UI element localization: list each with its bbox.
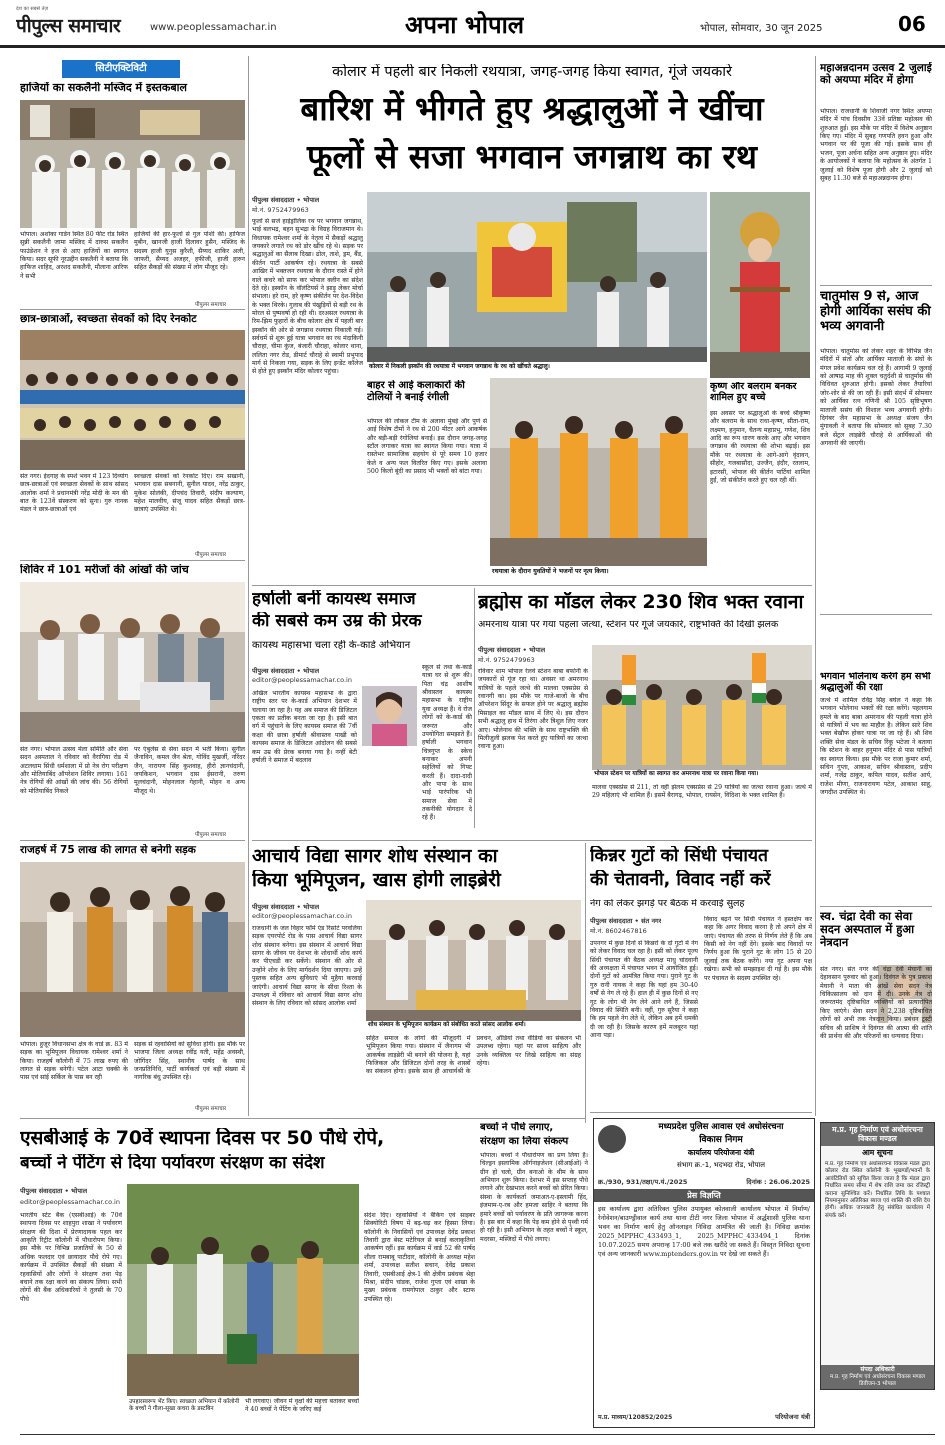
sbi-title-line-2: बच्चों ने पेंटिंग से दिया पर्यावरण संरक्षण का संदेश bbox=[20, 1154, 325, 1173]
left-story-3-col-b: पर एंबुलेंस से सेवा सदन में भर्ती किया। सुनील जैनाविन, कमल जैन श्रेता, गोविंद मुखर्जी, नरिंदर जैन, नारायण सिंह कुशवाह, हीरो ज्ञानचंदानी, जयकिशन, भगवान दास ईसरानी, तरुण मूलचंदानी, मोहनलाल गेहानी, मोहन व अन्य मौजूद थे। bbox=[134, 746, 245, 795]
left-story-4-col-a: भोपाल। हुजूर विधानसभा क्षेत्र के वार्ड क्र. 83 में सड़क का भूमिपूजन विधायक रामेश्वर शर्मा ने किया। राजहर्ष कॉलोनी में 75 लाख रुपए की लागत से सड़क बनेगी। पटेल आटा चक्की के पास एवं सांई सर्किल के पास बन रही bbox=[20, 1041, 128, 1082]
right-story-4-title: स्व. चंद्रा देवी का सेवा सदन अस्पताल में हुआ नेत्रदान bbox=[820, 910, 915, 950]
city-activity-tag: सिटीएक्टिविटी bbox=[62, 60, 180, 78]
column-rule bbox=[248, 56, 249, 1116]
brahmos-photo bbox=[592, 645, 812, 775]
divider bbox=[20, 309, 245, 310]
sbi-col-c: भी लगवाए। जीवन में वृक्षों की महत्ता बताकर बच्चों ने 40 बच्चों ने पेंटिंग के जरिए कई bbox=[245, 1398, 359, 1414]
child-story-title: कृष्ण और बलराम बनकर शामिल हुए बच्चे bbox=[710, 382, 797, 403]
harshali-email[interactable]: editor@peoplessamachar.co.in bbox=[252, 676, 352, 684]
dance-photo-svg bbox=[490, 378, 707, 566]
brahmos-mobile: मो.नं. 9752479963 bbox=[478, 656, 535, 664]
sbi-title-line-1: एसबीआई के 70वें स्थापना दिवस पर 50 पौधे रोपे, bbox=[20, 1128, 385, 1149]
brahmos-body-b: मालवा एक्सप्रेस से 211, तो वहीं झेलम एक्सप्रेस से 29 यात्रियों का जत्था रवाना हुआ। जत्थे में 29 महिलाएं भी शामिल हैं। इसमें बैरागढ़, भोपाल, रायसेन, विदिशा के भक्त शामिल हैं। bbox=[592, 784, 812, 800]
kinnar-body-b: विवाद बढ़ने पर सिंधी पंचायत ने हस्तक्षेप कर कहा कि अगर विवाद करना है तो अपने क्षेत्र में जाएं। पंचायत की तरफ से निर्णय लेते हैं कि अब किसी को नेग नहीं देंगे। इसके बाद विवादों पर निर्णय हुआ कि पुराने गुट के लोग 15 से 20 जुलाई तक बैठक करेंगे। नया गुट अपना पक्ष रखेगा। सभी को समझाइश दी गई है। इस मौके पर पंचायत के सदस्य उपस्थित रहे। bbox=[704, 916, 812, 982]
brand-name: पीपुल्स समाचार bbox=[16, 15, 121, 37]
sbi-byline: पीपुल्स संवाददाता • भोपाल bbox=[20, 1187, 88, 1195]
right-story-4-body: संत नगर। संत नगर की चंद्रा देवी मेघानी का देहावसान पुरुवार को हुआ। दिवंगत के पुत्र प्रकाश मेघानी ने माता की आंखें सेवा सदन नेत्र चिकित्सालय को दान में दी। उनके नेत्र दो जरूरतमंद दृष्टिबाधित व्यक्तियों को प्रत्यारोपित किए जाएंगे। सेवा सदन ने 2,238 दृष्टिबाधित लोगों को अभी तक नेत्रदान किया। प्रबंधन ट्रस्टी सचिव श्री प्राशिष ने दिवंगत की आत्मा की शांति की प्रार्थना की और परिजनों का धन्यवाद दिया। bbox=[820, 966, 932, 1040]
brand-tagline: देश का सबसे तेज़ bbox=[16, 6, 49, 12]
left-story-4-title: राजहर्ष में 75 लाख की लागत से बनेगी सड़क bbox=[20, 844, 196, 856]
lead-body: फूलों से सजे हाईड्रोलिक रथ पर भगवान जगन्नाथ, भाई बलभद्र, बहन सुभद्रा के विग्रह विराजमान थे। विधायक रामेश्वर शर्मा के नेतृत्व में सैकड़ों श्रद्धालु जयकारे लगाते रथ को डोर खींच रहे थे। सड़क पर श्रद्धालुओं का सैलाब दिखा। ढोल, ताशे, ड्रम, बैंड, कीर्तन पार्टी आकर्षण रहे। रथयात्रा के सबसे आखिर में भक्तजन रथयात्रा के दौरान रास्ते में होने वाले कचरे को साफ कर भोपाल क्लीन का संदेश देते रहे। इस्कॉन के वॉलंटियर्स ने झाड़ू लेकर मोर्चा संभाला। हरे राम, हरे कृष्ण संकीर्तन पर देश-विदेश के भक्त थिरके। गुलाब की पंखुड़ियों से बड़ी रथ के मोरल से पुष्पवर्षा हो रही थी। दरअसल रथयात्रा के रिम-झिम फुहारों के बीच कोलार क्षेत्र में पहली बार इस्कॉन की ओर से जगन्नाथ रथयात्रा निकाली गई। सर्वधर्म से शुरू हुई यात्रा भगवान का रथ मंदाकिनी चौराहा, चीमा कुंज, बंजारी चौराहा, कोलार थाना, ललिता नगर रोड, डीमार्ट चौराहे से स्वामी प्रभुपाद मार्ग से निकला गया, सड़क के लिए इन्डेंट कॉलेज से होते हुए इस्कॉन मंदिर कोलार पहुंचा। bbox=[252, 218, 363, 376]
housing-board-ad bbox=[820, 1122, 935, 1390]
right-story-1-title: महाअन्नदानम उत्सव 2 जुलाई को अयप्पा मंदिर में होगा bbox=[820, 62, 932, 87]
left-story-2-title: छात्र-छात्राओं, स्वच्छता सेवकों को दिए रेनकोट bbox=[20, 313, 197, 325]
plants-body: भोपाल। बच्चों ने पौधारोपण का प्रण लिया है। चिल्ड्रन इस्लामिक ऑर्गनाइजेशन (सीआईओ) ने ग्रीन हो चलो, ग्रीन बनाओ के थीम के साथ अभियान शुरू किया। देशभर में इस सप्ताह पौधे लगाने और देखभाल करने बच्चों को प्रेरित किया। संस्था के कार्यकर्ता जमाअत-ए-इस्लामी हिंद, इंजमाम-ए-रब और हमजा साहिर ने बताया कि हमारे बच्चों को पर्यावरण के प्रति जागरूक करना है। इस बार में कहा कि पेड़ कम होने से पृथ्वी गर्म हो रही है। इसी अभियान के तहत बच्चों ने स्कूल, मदरसा, मस्जिदों में पौधे लगाए। bbox=[480, 1152, 588, 1243]
ad-footer-1: संपदा अधिकारी bbox=[860, 1366, 895, 1374]
divider bbox=[20, 560, 245, 561]
sbi-col-a: भारतीय स्टेट बैंक (एसबीआई) के 70वें स्थापना दिवस पर शाहपुरा शाखा ने पर्यावरण संरक्षण की दिशा में प्रेरणादायक पहल कर आकृति रिट्रीट कॉलोनी में पौधारोपण किया। इस मौके पर विभिन्न प्रजातियों के 50 से अधिक फलदार एवं छायादार पौधे रोपे गए। कार्यक्रम में उपस्थित सैकड़ों की संख्या में रहवासियों और लोगों ने संरक्षण तथा पेड़ बचाने तक रक्षा करने का संकल्प लिया। सभी लोगों की बैंक अधिकारियों ने तुलसी के 70 पौधे bbox=[20, 1212, 122, 1303]
ad-body: म.प्र. गृह निर्माण एवं अधोसंरचना विकास मंडल द्वारा कोलार रोड स्थित कॉलोनी के भूखण्डों/भवनों के आवंटितियों को सूचित किया जाता है कि मंडल द्वारा निर्धारित समय सीमा में शेष राशि जमा कर रजिस्ट्री कराना सुनिश्चित करें। निर्धारित तिथि के पश्चात नियमानुसार अतिरिक्त ब्याज एवं शास्ति की राशि देय होगी। अधिक जानकारी हेतु संबंधित कार्यालय में संपर्क करें। bbox=[825, 1160, 930, 1219]
kinnar-mobile: मो.नं. 8602467816 bbox=[590, 927, 647, 935]
dateline: भोपाल, सोमवार, 30 जून 2025 bbox=[700, 23, 823, 34]
tender-address: संभाग क्र.-1, भदभदा रोड, भोपाल bbox=[676, 1161, 766, 1169]
road-bhoomi-pujan-photo-svg bbox=[20, 862, 245, 1037]
acharya-photo bbox=[366, 900, 581, 1028]
lead-mobile: मो.नं. 9752479963 bbox=[252, 206, 309, 214]
sbi-email[interactable]: editor@peoplessamachar.co.in bbox=[20, 1198, 120, 1206]
tender-footer-right: परियोजना यंत्री bbox=[775, 1413, 810, 1421]
lead-sub-title: बाहर से आई कलाकारों की टोलियों ने बनाई रंगीली bbox=[367, 380, 465, 403]
right-story-3-title: भगवान भोलेनाथ करेंगे हम सभी श्रद्धालुओं की रक्षा bbox=[820, 672, 931, 693]
tender-org-2: विकास निगम bbox=[699, 1135, 743, 1145]
brahmos-photo-svg bbox=[592, 645, 812, 775]
right-story-2-body: भोपाल। चातुर्मास को लेकर शहर के विभिन्न जैन मंदिरों में संतों और आर्यिका माताजी के संघों के मंगल प्रवेश कार्यक्रम चल रहे हैं। आगामी 9 जुलाई को आषाढ़ माह की शुक्ल चतुर्दशी से चातुर्मास की विधिवत शुरुआत होगी। इसको लेकर तैयारियां जोर-शोर से की जा रही हैं। इसी संदर्भ में सोमवार को आर्यिका रत्न गणिनी श्री 105 सृष्टिभूषण माताजी ससंघ की विशाल भव्य अगवानी होगी। दिगंबर जैन महासभा के अध्यक्ष संजय जैन मुंगावली ने बताया कि सोमवार को सुबह 7.30 बजे सेंट्रल लाइब्रेरी चौराहे से आर्यिकाओं की अगवानी की जाएगी। bbox=[820, 348, 932, 447]
krishna-child-photo-svg bbox=[710, 192, 810, 378]
acharya-photo-svg bbox=[366, 900, 581, 1028]
column-rule bbox=[815, 56, 816, 1116]
kinnar-kicker: नेग को लेकर झगड़े पर बैठक में करवाई सुलह bbox=[590, 899, 745, 909]
tender-notice bbox=[593, 1118, 815, 1428]
kinnar-body: उपनगर में कुछ दिनों से किन्नरों के दो गुटों में नेग को लेकर विवाद चल रहा है। इसी को लेकर पूज्य सिंधी पंचायत की बैठक अध्यक्ष माधु चांदवानी की अध्यक्षता में पंचायत भवन में आयोजित हुई। दोनों गुटों को आमंत्रित किया गया। पुराने गुट के गुरु रानी नायक ने कहा कि यहां हम 30-40 वर्षों से नेग ले रहे हैं। हाल ही में कुछ दिनों से नए गुट के लोग भी नेग लेने आने लगे हैं, जिससे विवाद की स्थिति बनी। वहीं, गुरु सुरैया ने कहा कि हम पहले नेग लेते थे, लेकिन अब हमें धमकी दी जा रही है। जिसके कारण हमें मजबूरन यहां आना पड़ा। bbox=[590, 940, 698, 1039]
mosque-photo-svg bbox=[20, 100, 245, 228]
left-story-3-col-a: संत नगर। भोपाल उत्सव मेला समिति और सेवा सदन अस्पताल ने रविवार को वैरागिया रोड में अटलधाम सिंधी धर्मशाला में प्रो नेत्र रोग परीक्षण और मोतियाबिंद ऑपरेशन शिविर लगाया। 161 नेत्र रोगियों की आंखों की जांच की। 56 रोगियों को मोतियाबिंद निकले bbox=[20, 746, 128, 795]
brahmos-title: ब्रह्मोस का मॉडल लेकर 230 शिव भक्त रवाना bbox=[478, 592, 804, 613]
tender-body: इस कार्यालय द्वारा अतिरिक्त पुलिस उपायुक्त कोतवाली कार्यालय भोपाल में निर्माण/रेनोवेशन/बाउण्ड्रीवाल कार्य तथा थाना टीटी नगर जिला भोपाल में अर्द्धशासी पुलिस थाना भवन का निर्माण कार्य हेतु ऑनलाइन निविदा आमंत्रित की जाती है। निविदा क्रमांक 2025_MPPHC_433493_1, 2025_MPPHC_433494_1 दिनांक 10.07.2025 समय अपरान्ह 17:00 बजे तक खरीदे जा सकते हैं। विस्तृत निविदा सूचना एवं अन्य जानकारी www.mptenders.gov.in पर देखे जा सकते हैं। bbox=[598, 1205, 810, 1259]
lead-byline: पीपुल्स संवाददाता • भोपाल bbox=[252, 196, 320, 204]
harshali-title-line-1: हर्षाली बनीं कायस्थ समाज bbox=[252, 590, 416, 609]
sbi-photo-caption: उपहारस्वरूप भेंट किए। स्वच्छता अभियान में कॉलोनी के बच्चों ने गीला-सूखा कचरा के डस्टबिन bbox=[127, 1398, 242, 1414]
kinnar-title-line-2: की चेतावनी, विवाद नहीं करें bbox=[590, 870, 771, 890]
column-rule bbox=[585, 843, 586, 1123]
sbi-plantation-photo-svg bbox=[127, 1184, 359, 1396]
ad-footer-2: म.प्र. गृह निर्माण एवं अधोसंरचना विकास मण्डल डिवीजन-3 भोपाल bbox=[829, 1374, 926, 1387]
right-story-3-body: जत्थे में शामिल रविंद्र सिंह बघेल ने कहा कि भगवान भोलेनाथ भक्तों की रक्षा करेंगे। पहलगाम हमले के बाद बाबा अमरनाथ की पहली यात्रा होने से यात्रियों में भय का माहौल है। लेकिन सारे शिव भक्त बेखौफ होकर यात्रा पर जा रहे हैं। श्री शिव शक्ति सेवा मंडल के सचिव रिंकू भटेजा ने बताया कि स्टेशन के बाहर हनुमान मंदिर से पास यात्रियों का स्वागत किया। इस मौके पर राजा कुमार शर्मा, सचिन गुप्ता, आकाश, सचिन श्रीवास्तव, प्रदीप शर्मा, गजेंद्र ठाकुर, कपिल यादव, सतीश आर्य, राजेश मीणा, राजनारायण पटेल, आकाश साहू, जगदीश उपस्थित थे। bbox=[820, 697, 932, 796]
page-number: 06 bbox=[898, 12, 926, 36]
harshali-body-b: स्कूल से तथा के-कार्ड यात्रा घर से शुरू की। पिता चंद्र आशीष श्रीवास्तव कायस्थ महासभा के राष्ट्रीय युवा अध्यक्ष हैं। वे रोज लोगों को के-कार्ड की जरूरत और उपयोगिता समझाते हैं। हर्षाली भगवान चित्रगुप्त के स्केच बनाकर अपनी सहेलियों को गिफ्ट करती हैं। दादा-दादी और पापा के साथ भाई पारंपरिक भी समाज सेवा में तकनीकी योगदान दे रहे हैं। bbox=[422, 664, 472, 822]
brahmos-body: रविवार शाम भोपाल रेलवे स्टेशन बाबा बर्फानी के जयकारों से गूंज रहा था। अवसर था अमरनाथ यात्रियों के पहले जत्थे की मालवा एक्सप्रेस से रवानगी का। इस मौके पर गाजे-बाजों के बीच ऑपरेशन सिंदूर के सफल होने पर श्रद्धालु ब्रह्मोस मिसाइल का मॉडल साथ में लिए थे। इस दौरान सभी श्रद्धालु हाथ में तिरंगा और त्रिशूल लिए नजर आए। भोलेनाथ की भक्ति के साथ राष्ट्रभक्ति की मिलीजुली झलक पेश करते हुए यात्रियों का जत्था रवाना हुआ। bbox=[478, 668, 588, 751]
divider bbox=[20, 840, 245, 841]
police-emblem-icon bbox=[598, 1125, 626, 1153]
harshali-kicker: कायस्थ महासभा चला रही के-कार्ड अभियान bbox=[252, 640, 411, 651]
tender-org-1: मध्यप्रदेश पुलिस आवास एवं अधोसंरचना bbox=[658, 1122, 784, 1132]
dance-photo bbox=[490, 378, 707, 566]
left-story-1-col-a: भोपाल। अशोका गार्डन स्थित 80 फीट रोड स्थित सुन्नी सकलैनी जामा मस्जिद में दारुस सकलैन फाउंडेशन ने हज से आए हाजियों का स्वागत किया। सदर सूफी नूरउद्दीन सकलैनी ने बताया कि हाफिज शाहिद, अरशद सकलैनी, मौलाना आरिफ ने सभी bbox=[20, 231, 128, 280]
brand-logo bbox=[16, 6, 146, 40]
brahmos-byline: पीपुल्स संवाददाता • भोपाल bbox=[478, 646, 546, 654]
road-bhoomi-pujan-photo bbox=[20, 862, 245, 1037]
divider bbox=[20, 1118, 585, 1119]
eye-camp-photo-svg bbox=[20, 582, 245, 742]
column-rule bbox=[474, 588, 475, 828]
plants-title-line-1: बच्चों ने पौधे लगाए, bbox=[480, 1122, 554, 1133]
brahmos-photo-caption: भोपाल स्टेशन पर यात्रियों का स्वागत कर अमरनाथ यात्रा पर रवाना किया गया। bbox=[592, 770, 812, 779]
left-story-1-col-b: हाजियों की हार-फूलों से गुल पोशी की। हाफिज मुबीन, खानजी हाजी दिलावर हुसैन, मस्जिद के सदस्य हाजी युनुस कुरैशी, सैय्यद शाकिर अली, जाफरी, सैय्यद अजहर, हफीजी, हाजी हारुन सहित सैकड़ों की संख्या में लोग मौजूद रहे। bbox=[134, 231, 245, 272]
left-story-3-title: शिविर में 101 मरीजों की आंखों की जांच bbox=[20, 564, 189, 576]
rath-yatra-photo-caption: कोलार में निकली इस्कॉन की रथयात्रा में भगवान जगन्नाथ के रथ को खींचते श्रद्धालु। bbox=[367, 362, 707, 372]
acharya-body-b: सहित समाज के लोगों की मौजूदगी में भूमिपूजन किया गया। संस्थान में जैनागम भी आकर्षक लाइब्रेरी भी बनाने की योजना है, यहां फिजिकल और डिजिटल दोनों तरह के शास्त्रों का संकलन होगा। इसके साथ ही आचार्यश्री के प्रवचन, ऑडियो तथा वीडियो का संकलन भी उपलब्ध रहेगा। यहां पर साध्य साहित्य और उनके व्यक्तित्व पर लिखे साहित्य का संग्रह रहेगा। bbox=[366, 1035, 581, 1076]
sbi-col-b: संदेश दिए। रहवासियों ने बैंकिंग एवं साइबर सिक्योरिटी विषय में बढ़-चढ़ कर हिस्सा लिया। कॉलोनी के निवासियों एवं उपाध्यक्ष देवेंद्र प्रकाश तिवारी द्वारा बेस्ट मटेरियल से बनाई कलाकृतियां आकर्षण रहीं। इस कार्यक्रम में वार्ड 52 की पार्षद शीला रामबाबू पाटीदार, कॉलोनी के अध्यक्ष महेश शर्मा, उपाध्यक्ष सतीश सचान, देवेंद्र प्रकाश तिवारी, एसबीआई क्षेत्र-1 की क्षेत्रीय प्रबंधक श्रेहा मिश्रा, संदीप चांडक, राजेश गुप्ता एवं शाखा के मुख्य प्रबंधक रामगोपाल ठाकुर और स्टाफ उपस्थित रहे। bbox=[364, 1212, 475, 1303]
child-story-body: इस अवसर पर श्रद्धालुओं के बच्चे श्रीकृष्ण और बलराम के साथ राधा-कृष्ण, सीता-राम, लक्ष्मण, हनुमान, चैतन्य महाप्रभु, गणेश, शिव आदि का रूप धारण करके आए और भगवान जगन्नाथ की रथयात्रा की शोभा बढ़ाई। इस मौके पर रथयात्रा के आगे-आगे वृंदावन, सीहोर, गजबासौदा, उज्जैन, इंदौर, रतलाम, इटारसी, भोपाल की कीर्तन पार्टियां शामिल हुईं, जो संकीर्तन करते हुए चल रही थीं। bbox=[710, 410, 810, 484]
left-story-1-credit: पीपुल्स समाचार bbox=[195, 302, 227, 308]
krishna-child-photo bbox=[710, 192, 810, 378]
right-story-1-body: भोपाल। राजधानी के शिवाजी नगर स्थित अयप्पा मंदिर में पांच दिवसीय 33वें प्रतिष्ठा महोत्सव की शुरुआत हुई। इस मौके पर मंदिर में विशेष अनुष्ठान किए गए। मंदिर में सुबह गणपति हवन हुआ और भगवान पर की पूजा की गई। इसके साथ ही भजन, पूजा अर्चना सहित अन्य अनुष्ठान हुए। मंदिर के आयोजकों ने बताया कि महोत्सव के अंतर्गत 1 जुलाई को विशेष पूजा होगी और 2 जुलाई को सुबह 11.30 बजे से महाअन्नदानम होगा। bbox=[820, 108, 932, 182]
right-story-2-title: चातुर्मास 9 से, आज होगी आर्यिका ससंघ की भव्य अगवानी bbox=[820, 290, 931, 334]
mosque-photo bbox=[20, 100, 245, 228]
left-story-4-col-b: सड़क से रहवासियों को सुविधा होगी। इस मौके पर भाजपा जिला अध्यक्ष रवींद्र यती, महेंद्र अवस्थी, जोगिंदर सिंह, स्थानीय पार्षद के साथ जनप्रतिनिधि, पार्टी कार्यकर्ता एवं बड़ी संख्या में नागरिक बंधु उपस्थित रहे। bbox=[134, 1041, 245, 1082]
lead-headline-line-1: बारिश में भीगते हुए श्रद्धालुओं ने खींचा bbox=[300, 90, 764, 128]
lead-kicker: कोलार में पहली बार निकली रथयात्रा, जगह-जगह किया स्वागत, गूंजे जयकारे bbox=[332, 64, 732, 80]
page-bottom-rule bbox=[20, 1434, 935, 1435]
eye-camp-photo bbox=[20, 582, 245, 742]
divider bbox=[252, 585, 812, 586]
left-story-3-credit: पीपुल्स समाचार bbox=[195, 832, 227, 838]
kinnar-byline: पीपुल्स संवाददाता • संत नगर bbox=[590, 917, 662, 925]
lead-headline-line-2: फूलों से सजा भगवान जगन्नाथ का रथ bbox=[307, 138, 757, 176]
plants-title-line-2: संरक्षण का लिया संकल्प bbox=[480, 1136, 569, 1147]
tender-footer-left: म.प्र. माध्यम/120852/2025 bbox=[598, 1414, 673, 1421]
acharya-photo-caption: शोध संस्थान के भूमिपूजन कार्यक्रम को संबोधित करते सांसद आलोक शर्मा। bbox=[366, 1021, 581, 1030]
acharya-email[interactable]: editor@peoplessamachar.co.in bbox=[252, 912, 352, 920]
harshali-title-line-2: की सबसे कम उम्र की प्रेरक bbox=[252, 612, 422, 631]
raincoat-photo-svg bbox=[20, 330, 245, 470]
lead-sub-body: भोपाल की लोकल टीम के अलावा मुंबई और पुणे से आई विशेष टीमों ने रथ से 200 मीटर आगे आकर्षक और बड़ी-बड़ी रंगोलियां बनाईं। इस दौरान जगह-जगह स्टॉल लगाकर यात्रा का स्वागत किया गया। यात्रा में रास्तेभर सामाजिक सहयोग से पूरे समय 10 हजार केले व अन्य फल वितरित किए गए। इसके अलावा 500 किलो बूंदी का प्रसाद भी भक्तों को बांटा गया। bbox=[367, 418, 487, 476]
tender-ref-date: दिनांक : 26.06.2025 bbox=[746, 1178, 810, 1186]
tender-office: कार्यालय परियोजना यंत्री bbox=[687, 1148, 755, 1157]
divider bbox=[820, 614, 932, 615]
left-story-4-credit: पीपुल्स समाचार bbox=[195, 1106, 227, 1112]
brahmos-kicker: अमरनाथ यात्रा पर गया पहला जत्था, स्टेशन पर गूंजे जयकारे, राष्ट्रभक्ति की दिखी झलक bbox=[478, 620, 779, 630]
website[interactable]: www.peoplessamachar.in bbox=[150, 22, 277, 33]
acharya-title-line-2: किया भूमिपूजन, खास होगी लाइब्रेरी bbox=[252, 870, 501, 891]
divider bbox=[590, 1112, 812, 1113]
left-story-2-credit: पीपुल्स समाचार bbox=[195, 552, 227, 558]
left-story-2-col-a: संत नगर। ईदगाह के स्पर्श भवन में 123 दिव्यांग छात्र-छात्राओं एवं स्वच्छता सेवकों के साथ सांसद आलोक शर्मा ने प्रधानमंत्री नरेंद्र मोदी के मन की बात के 123वें संस्करण को सुना। गुरु नानक मंडल ने छात्र-छात्राओं एवं bbox=[20, 473, 128, 514]
tender-ref-no: क्र./930, 931/तक्षा/प.यं./2025 bbox=[598, 1178, 688, 1186]
harshali-byline: पीपुल्स संवाददाता • भोपाल bbox=[252, 667, 320, 675]
ad-subtitle: आम सूचना bbox=[862, 1148, 893, 1158]
harshali-body: अखिल भारतीय कायस्थ महासभा के द्वारा राष्ट्रीय स्तर पर के-कार्ड अभियान देशभर में चलाया जा रहा है। यह अब समाज की डिजिटल एकता का प्रतीक बनता जा रहा है। इसी बात वर्ग में पहुंचाने के लिए कायस्थ समाज की 7वीं कक्षा की छात्रा हर्षाली श्रीवास्तव पाखी को कायस्थ समाज के डिजिटल आंदोलन की सबसे कम उम्र की प्रेरक बनाया गया है। नन्हीं बेटी हर्षाली ने समाज में बदलाव bbox=[252, 690, 357, 764]
acharya-byline: पीपुल्स संवाददाता • भोपाल bbox=[252, 903, 320, 911]
masthead bbox=[0, 0, 945, 48]
divider bbox=[820, 906, 932, 907]
raincoat-photo bbox=[20, 330, 245, 470]
dance-photo-caption: रथयात्रा के दौरान युवतियों ने भजनों पर नृत्य किया। bbox=[490, 567, 707, 577]
left-story-2-col-b: स्वच्छता सेवकों को रेनकोट दिए। राम सखानी, भगवान दास सबनानी, सुनील यादव, नरेंद्र ठाकुर, मुकेश सोलंकी, दीपचंद तिवारी, संदीप कल्याण, महेश मालवीय, संजू यादव सहित सैकड़ों छात्र-छात्राएं उपस्थित थे। bbox=[134, 473, 245, 514]
acharya-body: राजधानी के जल विहार फॉर्म एंड रिसोर्ट परवलिया सड़क एयरपोर्ट रोड के पास आचार्य विद्या सागर शोध संस्थान बनेगा। इस संस्थान में आचार्य विद्या सागर के जीवन पर देशभर के शोधार्थी शोध कार्य कर पीएचडी कर सकेंगे। संस्थान की ओर से उन्होंने शोध के लिए मार्गदर्शन दिया जाएगा। उन्हें पुस्तक सहित अन्य सुविधाएं भी मुहैया करवाई जाएंगी। आचार्य विद्या सागर के सीधा रिश्ता के उपलक्ष्य में रविवार को आचार्य विद्या सागर शोध संस्थान के लिए रविवार को सांसद आलोक शर्मा bbox=[252, 925, 362, 1008]
divider bbox=[820, 285, 932, 286]
kinnar-title-line-1: किन्नर गुटों को सिंधी पंचायत bbox=[590, 846, 769, 866]
rath-yatra-photo-svg bbox=[367, 192, 707, 370]
left-story-1-title: हाजियों का सकलैनी मस्जिद में इस्तकबाल bbox=[20, 82, 187, 94]
ad-title: म.प्र. गृह निर्माण एवं अधोसंरचना विकास मण्डल bbox=[821, 1123, 934, 1146]
tender-type: प्रेस विज्ञप्ति bbox=[594, 1189, 814, 1202]
section-title: अपना भोपाल bbox=[405, 11, 525, 39]
rath-yatra-photo bbox=[367, 192, 707, 370]
acharya-title-line-1: आचार्य विद्या सागर शोध संस्थान का bbox=[252, 846, 498, 867]
divider bbox=[252, 840, 812, 841]
sbi-plantation-photo bbox=[127, 1184, 359, 1396]
